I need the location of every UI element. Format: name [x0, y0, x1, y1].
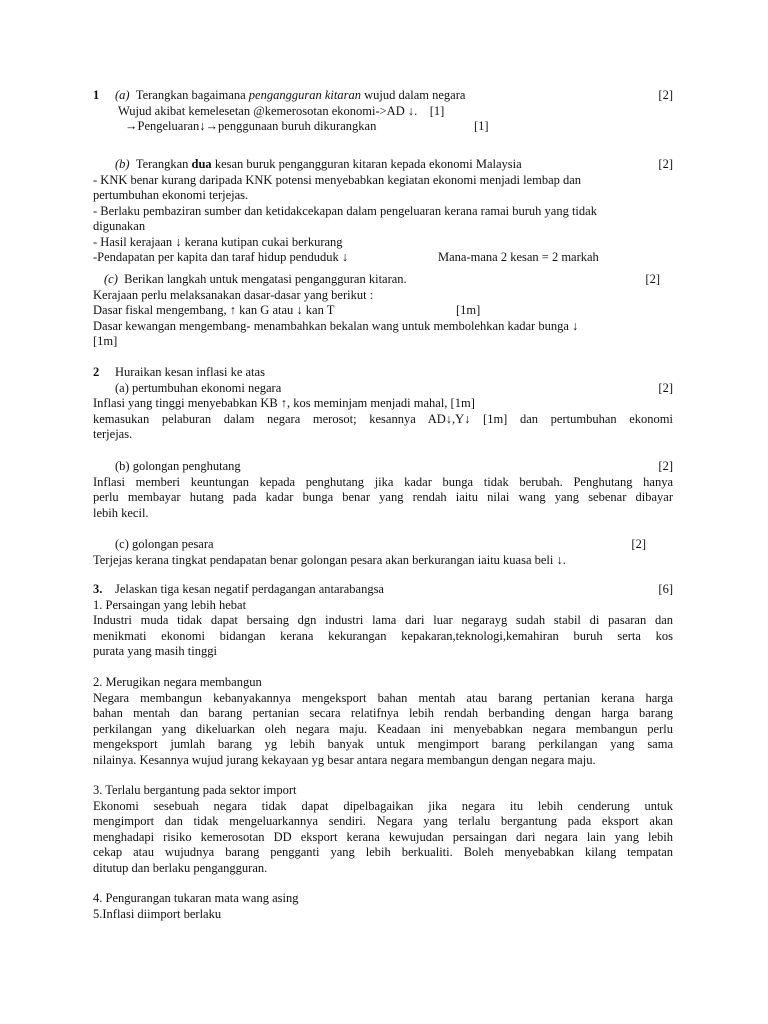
q3-point-3-line-5: ditutup dan berlaku pengangguran.	[93, 860, 268, 875]
q3-point-2-line-4: mengeksport jumlah barang yg lebih banyak untuk mengimport barang perkilangan yang sama	[93, 737, 673, 751]
q3-point-1-line-2: menikmati ekonomi bidangan kerana kekurangan kepakaran,teknologi,kemahiran buruh serta kos	[93, 628, 673, 643]
q2-number: 2	[93, 365, 100, 379]
q1a-answer-2	[93, 119, 673, 135]
q1b-point-2-line-1: - Berlaku pembaziran sumber dan ketidakcekapan dalam pengeluaran kerana ramai buruh yang tidak	[93, 203, 597, 218]
q2c-marks: [2]	[631, 537, 646, 551]
q3-point-5: 5.Inflasi diimport berlaku	[93, 906, 222, 921]
q1c-line-2-mark: [1m]	[456, 303, 481, 317]
q3-point-3-heading: 3. Terlalu bergantung pada sektor import	[93, 783, 297, 797]
question-2c	[93, 537, 673, 568]
q3-point-2-line-2: bahan mentah dan barang pertanian secara relatifnya lebih rendah berbanding dengan harga barang	[93, 706, 673, 720]
q3-prompt	[93, 582, 673, 598]
q1b-prompt	[93, 157, 673, 173]
q1b-point-1-line-1: - KNK benar kurang daripada KNK potensi menyebabkan kegiatan ekonomi menjadi lembap dan	[93, 172, 582, 187]
q1a-text-post: wujud dalam negara	[360, 88, 466, 102]
q3-point-2-line-1: Negara membangun kebanyakannya mengeksport bahan mentah atau barang pertanian kerana harga	[93, 690, 673, 705]
q1a-label: (a)	[115, 88, 130, 102]
q1a-text-pre: Terangkan bagaimana	[135, 88, 249, 102]
q2c-label: (c) golongan pesara	[115, 537, 214, 551]
q1c-line-2-text: Dasar fiskal mengembang, ↑ kan G atau ↓ kan T	[93, 303, 335, 317]
question-2	[93, 365, 673, 443]
q2b-prompt	[93, 459, 673, 475]
q1b-text-post: kesan buruk pengangguran kitaran kepada ekonomi Malaysia	[211, 157, 522, 171]
q3-point-2-line-5: nilainya. Kesannya wujud jurang kekayaan yg besar antara negara membangun dengan negara maju.	[93, 752, 596, 767]
q1a-prompt	[93, 88, 673, 104]
q2-prompt	[93, 365, 673, 381]
question-3-point-2	[93, 675, 673, 768]
q1c-marks: [2]	[645, 272, 660, 286]
q1b-text-pre: Terangkan	[135, 157, 192, 171]
q1b-text-bold: dua	[191, 157, 212, 171]
q3-number: 3.	[93, 582, 103, 596]
q2b-marks: [2]	[658, 459, 673, 473]
q1c-prompt	[93, 272, 660, 288]
q2a-line-1: Inflasi yang tinggi menyebabkan KB ↑, kos meminjam menjadi mahal, [1m]	[93, 396, 475, 410]
q1b-marks: [2]	[658, 157, 673, 171]
q1a-text-em: pengangguran kitaran	[248, 88, 361, 102]
q3-point-1-line-3: purata yang masih tinggi	[93, 644, 217, 658]
q2c-line-1: Terjejas kerana tingkat pendapatan benar golongan pesara akan berkurangan iaitu kuasa beli ↓.	[93, 552, 566, 567]
q3-point-2-line-3: perkilangan yang dikeluarkan oleh negara maju. Keadaan ini menyebabkan negara membangun perlu	[93, 721, 673, 736]
q1a-marks: [2]	[658, 88, 673, 102]
question-1	[93, 88, 673, 135]
q2a-label: (a) pertumbuhan ekonomi negara	[115, 380, 282, 395]
q1c-line-1: Kerajaan perlu melaksanakan dasar-dasar yang berikut :	[93, 287, 374, 302]
q2b-line-3: lebih kecil.	[93, 505, 149, 520]
q3-point-1-line-1: Industri muda tidak dapat bersaing dgn industri lama dari luar negarayg sudah stabil di pasaran dan	[93, 613, 673, 627]
q3-point-2-heading: 2. Merugikan negara membangun	[93, 675, 262, 689]
q2a-prompt	[93, 381, 673, 397]
q1c-line-2	[93, 303, 673, 319]
q1b-marking-note: Mana-mana 2 kesan = 2 markah	[438, 250, 599, 264]
q1c-line-3: Dasar kewangan mengembang- menambahkan bekalan wang untuk membolehkan kadar bunga ↓	[93, 318, 579, 333]
q2a-line-2: kemasukan pelaburan dalam negara merosot; kesannya AD↓,Y↓ [1m] dan pertumbuhan ekonomi	[93, 411, 673, 426]
q3-point-1-heading: 1. Persaingan yang lebih hebat	[93, 597, 247, 612]
question-2b	[93, 459, 673, 521]
q1b-label: (b)	[115, 157, 130, 171]
q2b-line-2: perlu membayar hutang pada kadar bunga benar yang rendah iaitu nilai wang yang sebenar dibayar	[93, 490, 673, 504]
question-3-points-4-5	[93, 891, 673, 922]
q2c-prompt	[93, 537, 646, 553]
q3-point-4: 4. Pengurangan tukaran mata wang asing	[93, 891, 299, 905]
q1-number: 1	[93, 88, 100, 102]
q2a-line-3: terjejas.	[93, 427, 133, 441]
q2-title: Huraikan kesan inflasi ke atas	[115, 365, 265, 379]
q1c-line-4: [1m]	[93, 334, 118, 348]
q3-title: Jelaskan tiga kesan negatif perdagangan antarabangsa	[115, 582, 384, 596]
q3-marks: [6]	[658, 582, 673, 596]
q1c-text: Berikan langkah untuk mengatasi pengangguran kitaran.	[124, 272, 407, 286]
q3-point-3-line-4: cekap atau wujudnya barang pengganti yang lebih berkualiti. Boleh menyebabkan kilang tempatan	[93, 845, 673, 859]
q3-point-3-line-2: mengimport dan tidak mengeluarkannya sendiri. Negara yang terlalu bergantung pada eksport akan	[93, 814, 673, 828]
q1b-point-4-text: -Pendapatan per kapita dan taraf hidup penduduk ↓	[93, 250, 349, 264]
question-3	[93, 582, 673, 660]
q3-point-3-line-1: Ekonomi sesebuah negara tidak dapat dipelbagaikan jika negara itu lebih cenderung untuk	[93, 798, 673, 813]
q3-point-3-line-3: menghadapi risiko kemerosotan DD eksport kerana kewujudan persaingan dari negara lain yang lebih	[93, 829, 673, 844]
q2b-label: (b) golongan penghutang	[115, 459, 241, 473]
q1b-point-1-line-2: pertumbuhan ekonomi terjejas.	[93, 188, 249, 202]
q1a-answer-1-text: Wujud akibat kemelesetan @kemerosotan ekonomi->AD ↓.	[118, 103, 418, 118]
q2b-line-1: Inflasi memberi keuntungan kepada penghutang jika kadar bunga tidak berubah. Penghutang hanya	[93, 474, 673, 489]
q1b-point-4	[93, 250, 673, 266]
q2a-marks: [2]	[658, 380, 673, 395]
q1a-answer-1-mark: [1]	[429, 103, 445, 118]
q1a-answer-1	[93, 104, 673, 120]
question-1b	[93, 157, 673, 266]
q1b-point-3: - Hasil kerajaan ↓ kerana kutipan cukai berkurang	[93, 234, 343, 249]
q1a-answer-2-text: →Pengeluaran↓→penggunaan buruh dikurangkan	[125, 119, 377, 133]
q1b-point-2-line-2: digunakan	[93, 219, 146, 233]
question-1c	[93, 272, 673, 350]
q1c-label: (c)	[104, 272, 118, 286]
q1a-answer-2-mark: [1]	[474, 119, 489, 133]
question-3-point-3	[93, 783, 673, 876]
